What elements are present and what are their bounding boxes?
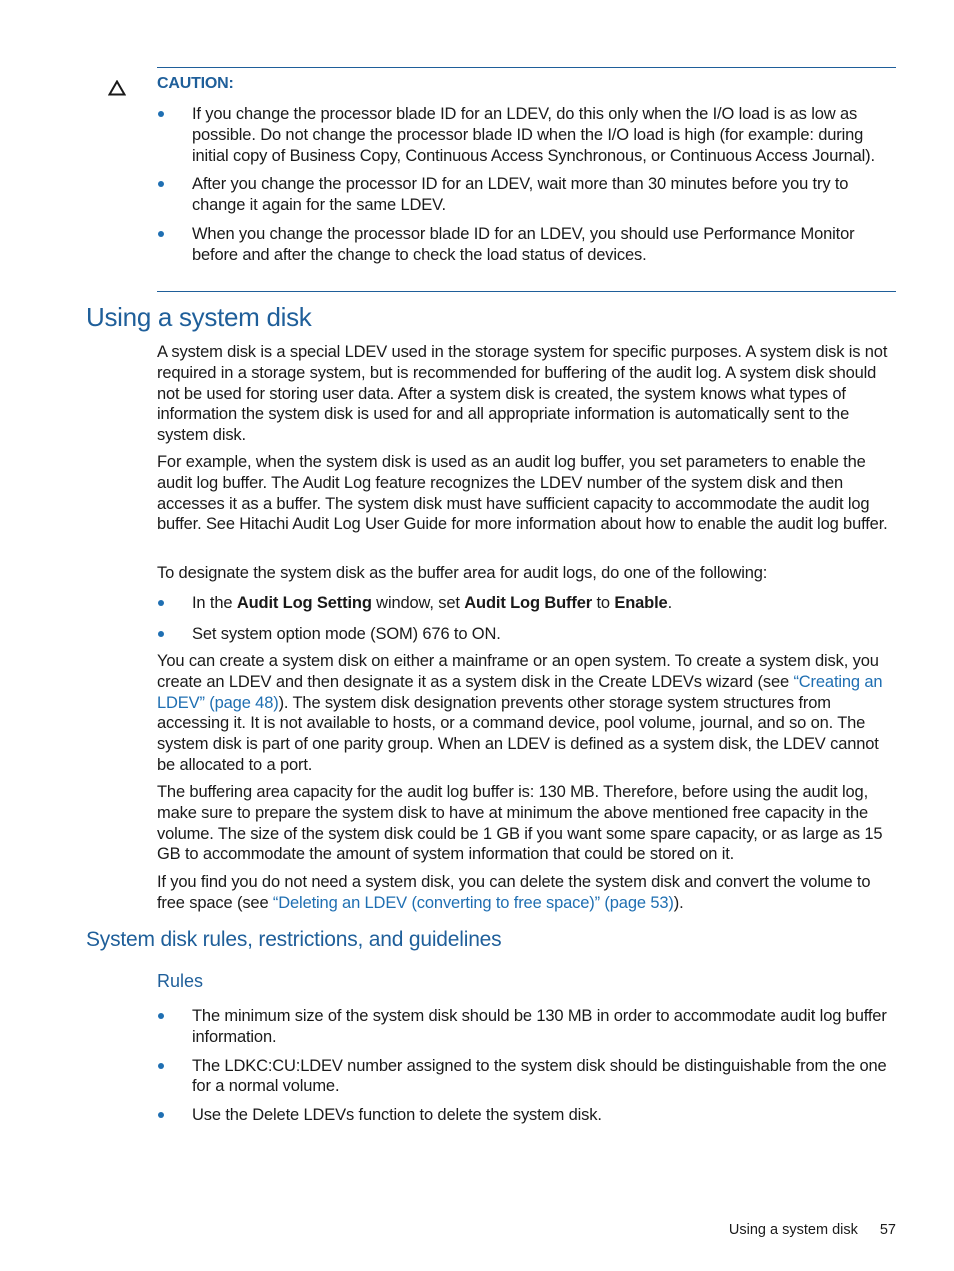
list-item (157, 224, 897, 266)
paragraph-capacity: The buffering area capacity for the audit log buffer is: 130 MB. Therefore, before using the audit log, make sure to prepare the system disk to have at minimum the above mentioned free capacity in the volume. The size of the system disk could be 1 GB if you want some spare capacity, or as large as 15 GB to accommodate the amount of system information that could be stored on it. (157, 783, 883, 864)
rule-text: The LDKC:CU:LDEV number assigned to the system disk should be distinguishable from the one for a normal volume. (192, 1056, 887, 1096)
bullet-icon (158, 231, 164, 237)
caution-bottom-rule (157, 291, 896, 292)
bullet-icon (158, 1112, 164, 1118)
bullet-icon (158, 1013, 164, 1019)
paragraph-designate: To designate the system disk as the buffer area for audit logs, do one of the following: (157, 564, 768, 582)
rules-list (157, 1006, 897, 1134)
list-item (157, 1105, 897, 1126)
ui-label-audit-log-buffer: Audit Log Buffer (464, 594, 593, 612)
caution-item-text: When you change the processor blade ID for an LDEV, you should use Performance Monitor before and after the change to check the load status of devices. (192, 224, 855, 264)
caution-top-rule (157, 67, 896, 68)
link-deleting-an-ldev[interactable]: “Deleting an LDEV (converting to free space)” (page 53) (272, 893, 674, 912)
page-number: 57 (879, 1222, 896, 1238)
warning-triangle-icon (108, 80, 126, 96)
paragraph-example: For example, when the system disk is used as an audit log buffer, you set parameters to enable the audit log buffer. The Audit Log feature recognizes the LDEV number of the system disk and then accesses it as a buffer. The system disk must have sufficient capacity to accommodate the audit log buffer. See Hitachi Audit Log User Guide for more information about how to enable the audit log buffer. (157, 453, 888, 534)
paragraph-intro: A system disk is a special LDEV used in the storage system for specific purposes. A system disk is not required in a storage system, but is recommended for buffering of the audit log. A system disk should not be used for storing user data. After a system disk is created, the system knows what types of information the system disk is used for and all appropriate information is automatically sent to the system disk. (157, 343, 888, 445)
bullet-icon (158, 111, 164, 117)
list-item: In the Audit Log Setting window, set Audit Log Buffer to Enable. (157, 593, 897, 614)
paragraph-create: You can create a system disk on either a mainframe or an open system. To create a system disk, you create an LDEV and then designate it as a system disk in the Create LDEVs wizard (see “Creating an LDEV” (page 48)). The system disk designation prevents other storage system structures from accessing it. It is not available to hosts, or a command device, pool volume, journal, and so on. The system disk is part of one parity group. When an LDEV is defined as a system disk, the LDEV cannot be allocated to a port. (157, 652, 883, 774)
page-footer (729, 1222, 896, 1238)
list-item (157, 1006, 897, 1048)
caution-list (157, 104, 897, 274)
rules-heading: Rules (157, 971, 204, 991)
section-heading: Using a system disk (86, 302, 312, 332)
bullet-icon (158, 631, 164, 637)
list-item (157, 174, 897, 216)
ui-label-audit-log-setting: Audit Log Setting (236, 594, 372, 612)
caution-item-text: If you change the processor blade ID for an LDEV, do this only when the I/O load is as low as possible. Do not change the processor blade ID when the I/O load is high (for example: during initial copy of Business Copy, Continuous Access Synchronous, or Continuous Access Journal). (192, 105, 875, 165)
rule-text: The minimum size of the system disk should be 130 MB in order to accommodate audit log buffer information. (192, 1007, 887, 1046)
bullet-icon (158, 600, 164, 606)
caution-item-text: After you change the processor ID for an LDEV, wait more than 30 minutes before you try to change it again for the same LDEV. (192, 175, 849, 215)
rule-text: Use the Delete LDEVs function to delete the system disk. (192, 1106, 602, 1125)
list-item (157, 104, 897, 166)
designate-list (157, 593, 897, 653)
subsection-heading: System disk rules, restrictions, and guidelines (86, 928, 502, 951)
list-item-text: Set system option mode (SOM) 676 to ON. (192, 624, 501, 643)
bullet-icon (158, 1063, 164, 1069)
paragraph-delete: If you find you do not need a system disk, you can delete the system disk and convert the volume to free space (see “Deleting an LDEV (converting to free space)” (page 53)). (157, 873, 871, 912)
link-creating-an-ldev[interactable]: “Creating an LDEV” (page 48) (157, 672, 883, 712)
caution-title: CAUTION: (157, 75, 234, 92)
ui-label-enable: Enable (614, 594, 668, 612)
footer-section-name: Using a system disk (728, 1222, 858, 1238)
list-item (157, 624, 897, 645)
list-item (157, 1056, 897, 1098)
bullet-icon (158, 181, 164, 187)
